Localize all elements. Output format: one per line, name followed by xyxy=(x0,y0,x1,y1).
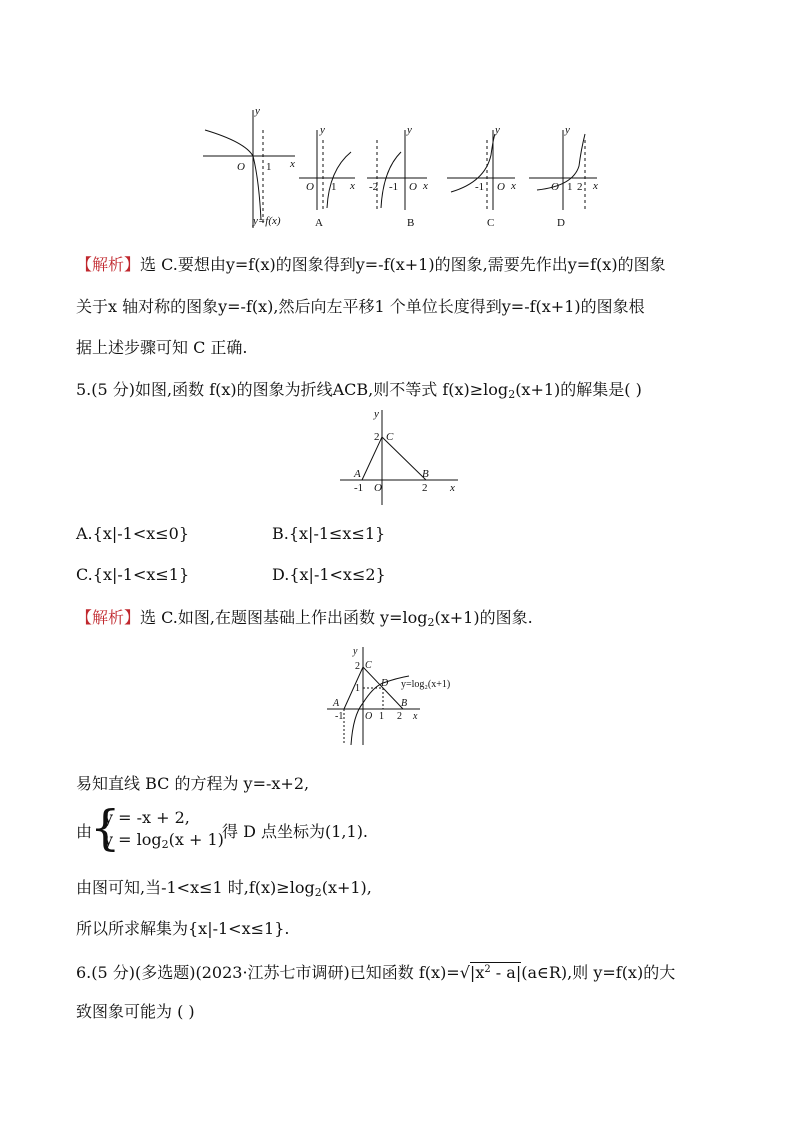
opt-B-y-label: y xyxy=(407,124,412,136)
opt-B-x-label: x xyxy=(423,180,428,192)
q5-point-C: C xyxy=(386,431,394,443)
a2-tick-y1: 1 xyxy=(355,683,360,694)
analysis1-tag: 【解析】 xyxy=(76,255,141,274)
system-eq2-b: (x + 1) xyxy=(168,830,224,849)
a2-tick-xm1: -1 xyxy=(335,711,344,722)
analysis2-fig-line xyxy=(76,876,372,905)
analysis2-text1b: (x+1)的图象. xyxy=(434,608,533,627)
opt-D-label: D xyxy=(557,217,565,229)
q5-option-B[interactable]: B.{x|-1≤x≤1} xyxy=(272,524,386,543)
opt-A-curve xyxy=(327,152,351,208)
a2-tick-y2: 2 xyxy=(355,661,360,672)
q5-option-A[interactable]: A.{x|-1<x≤0} xyxy=(76,524,190,543)
analysis1-text1: 选 C.要想由y=f(x)的图象得到y=-f(x+1)的图象,需要先作出y=f(x)的图象 xyxy=(140,255,666,274)
q6-sqrt-content xyxy=(470,962,521,982)
analysis2-fig-text: 由图可知,当-1<x≤1 时,f(x)≥log xyxy=(76,878,315,897)
a2-tick-x1: 1 xyxy=(379,711,384,722)
q5-tick-xm1: -1 xyxy=(354,482,364,494)
q5-polyline-ACB xyxy=(362,437,426,480)
opt-A-y-label: y xyxy=(320,124,325,136)
opt-C-tick-O: O xyxy=(497,181,505,193)
a2-point-A: A xyxy=(333,698,340,709)
q5-origin-label: O xyxy=(374,482,382,494)
q5-y-label: y xyxy=(374,408,379,420)
q5-figure xyxy=(336,405,466,510)
opt-B-label: B xyxy=(407,217,415,229)
system-brace: { xyxy=(90,800,121,856)
analysis2-text1a: 选 C.如图,在题图基础上作出函数 y=log xyxy=(140,608,428,627)
q5-tick-x2: 2 xyxy=(422,482,428,494)
system-eq2 xyxy=(104,828,224,857)
q6-line2: 致图象可能为 ( ) xyxy=(76,1002,195,1021)
q5-option-D[interactable]: D.{x|-1<x≤2} xyxy=(272,565,386,584)
system-eq2-sub: 2 xyxy=(161,838,169,851)
opt-A-tick-1: 1 xyxy=(331,181,337,193)
opt-D-tick-2: 2 xyxy=(577,181,583,193)
analysis2-tag: 【解析】 xyxy=(76,608,141,627)
opt-B-curve xyxy=(381,152,401,208)
a2-point-D: D xyxy=(381,678,389,689)
a2-polyline-ACB xyxy=(344,667,403,709)
a2-x-label: x xyxy=(413,711,418,722)
analysis2-text1-sub: 2 xyxy=(427,616,435,629)
analysis1-line1 xyxy=(76,253,666,277)
q5-tick-y2: 2 xyxy=(374,431,380,443)
q4-figure-row xyxy=(195,100,615,235)
main-x-label: x xyxy=(290,158,295,170)
opt-C-label: C xyxy=(487,217,495,229)
opt-D-y-label: y xyxy=(565,124,570,136)
a2-y-label: y xyxy=(353,646,358,657)
main-tick-1: 1 xyxy=(266,161,272,173)
a2-point-B: B xyxy=(401,698,408,709)
q6-line1 xyxy=(76,958,675,985)
analysis2-fig-end: (x+1), xyxy=(321,878,372,897)
opt-A-label: A xyxy=(315,217,323,229)
opt-C-y-label: y xyxy=(495,124,500,136)
q6-sqrt-b: - a| xyxy=(490,963,522,982)
system-suffix: 得 D 点坐标为(1,1). xyxy=(222,822,369,841)
q6-sqrt-sign: √ xyxy=(459,963,470,982)
opt-C-tick-m1: -1 xyxy=(475,181,485,193)
a2-origin-label: O xyxy=(365,711,373,722)
q5-stem-text: 5.(5 分)如图,函数 f(x)的图象为折线ACB,则不等式 f(x)≥log xyxy=(76,380,509,399)
opt-D-tick-O: O xyxy=(551,181,559,193)
analysis2-line1 xyxy=(76,606,533,635)
opt-B-tick-m2: -2 xyxy=(369,181,379,193)
q5-point-B: B xyxy=(422,468,429,480)
analysis2-bc-line: 易知直线 BC 的方程为 y=-x+2, xyxy=(76,774,310,793)
main-origin-label: O xyxy=(237,161,245,173)
q6-sqrt-sup: 2 xyxy=(484,964,491,975)
a2-curve-label: y=log₂(x+1) xyxy=(401,679,451,690)
q6-text-a: 6.(5 分)(多选题)(2023·江苏七市调研)已知函数 f(x)= xyxy=(76,963,460,982)
opt-A-tick-O: O xyxy=(306,181,314,193)
opt-C-x-label: x xyxy=(511,180,516,192)
q5-option-C[interactable]: C.{x|-1<x≤1} xyxy=(76,565,190,584)
analysis2-figure xyxy=(325,643,470,748)
q5-point-A: A xyxy=(354,468,361,480)
system-prefix: 由 xyxy=(76,822,93,841)
q5-stem xyxy=(76,378,642,407)
analysis2-conclusion: 所以所求解集为{x|-1<x≤1}. xyxy=(76,919,290,938)
q5-stem-sub: 2 xyxy=(508,388,516,401)
q6-sqrt-a: |x xyxy=(469,963,485,982)
opt-B-tick-m1: -1 xyxy=(389,181,399,193)
opt-A-x-label: x xyxy=(350,180,355,192)
system-eq1: y = -x + 2, xyxy=(104,808,190,827)
a2-point-C: C xyxy=(365,660,372,671)
system-eq2-a: y = log xyxy=(104,830,162,849)
a2-tick-x2: 2 xyxy=(397,711,402,722)
q5-stem-end: (x+1)的解集是( ) xyxy=(515,380,642,399)
main-y-label: y xyxy=(255,105,260,117)
q5-x-label: x xyxy=(450,482,455,494)
opt-B-tick-O: O xyxy=(409,181,417,193)
main-fx-label: y=f(x) xyxy=(253,215,281,227)
q6-text-b: (a∈R),则 y=f(x)的大 xyxy=(521,963,676,982)
opt-D-tick-1: 1 xyxy=(567,181,573,193)
analysis1-line3: 据上述步骤可知 C 正确. xyxy=(76,338,248,357)
opt-C-curve xyxy=(451,134,495,192)
analysis2-fig-sub: 2 xyxy=(314,886,322,899)
analysis1-line2: 关于x 轴对称的图象y=-f(x),然后向左平移1 个单位长度得到y=-f(x+1)的图象根 xyxy=(76,297,645,316)
opt-D-x-label: x xyxy=(593,180,598,192)
